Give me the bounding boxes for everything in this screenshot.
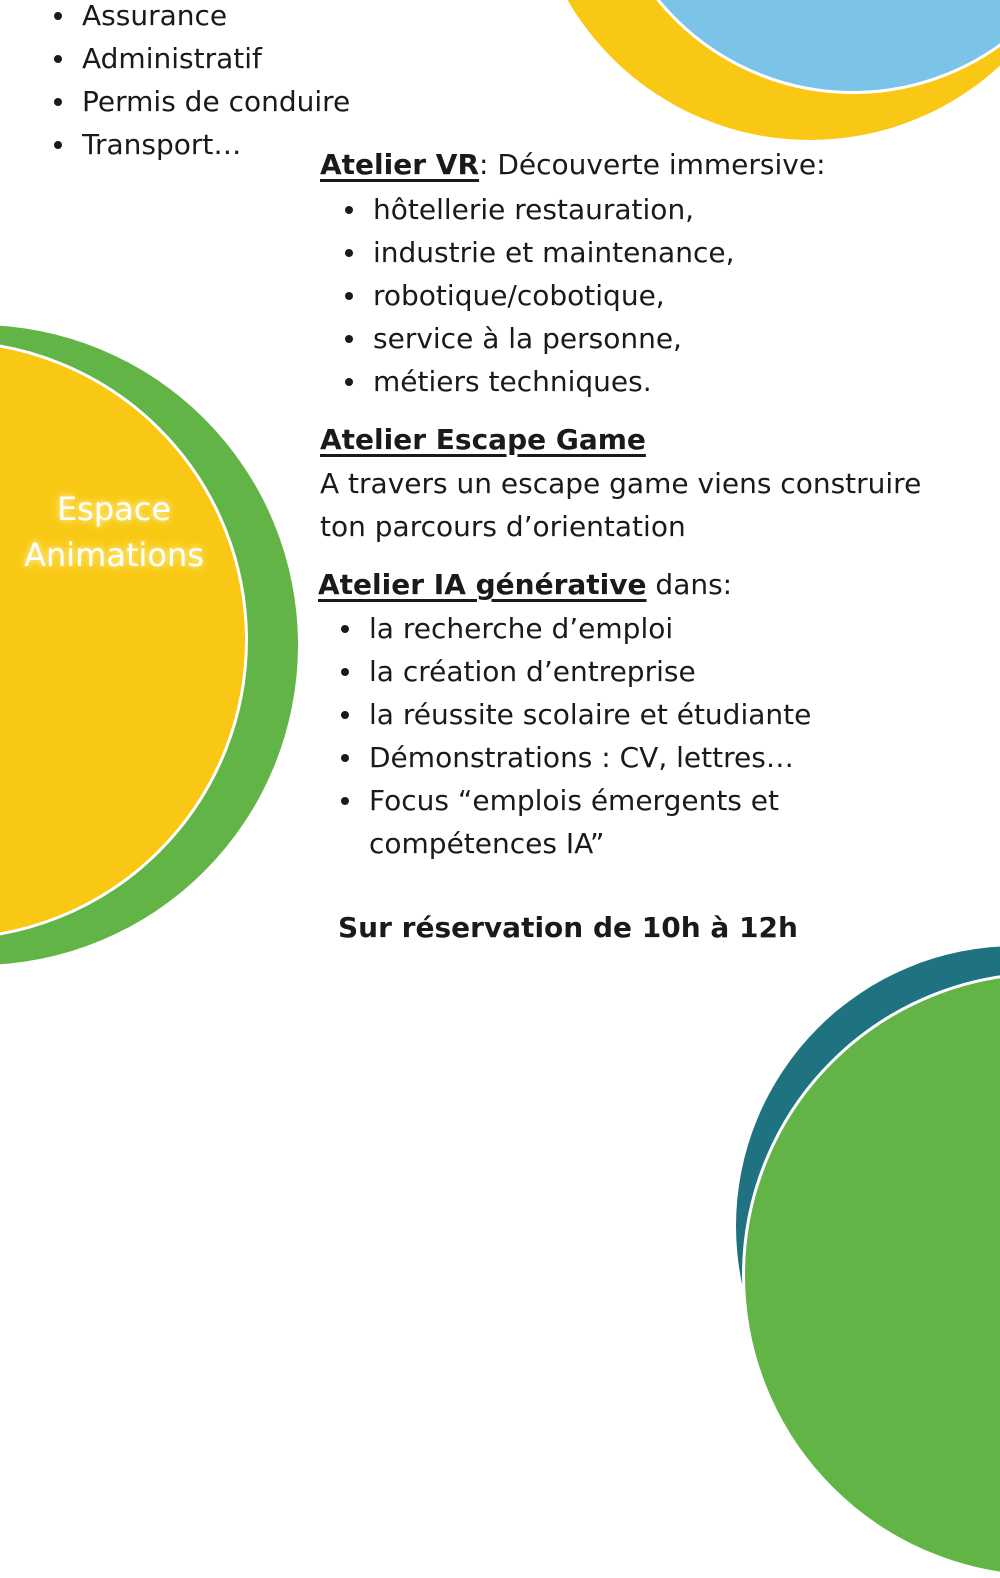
espace-line-1: Espace xyxy=(56,490,172,528)
atelier-escape-description: A travers un escape game viens construire ton parcours d’orientation xyxy=(320,467,922,543)
list-item: Assurance xyxy=(82,0,350,37)
atelier-ia-suffix: dans: xyxy=(646,568,733,601)
reservation-note: Sur réservation de 10h à 12h xyxy=(338,911,798,944)
list-item: industrie et maintenance, xyxy=(373,231,734,274)
espace-line-2: Animations xyxy=(24,536,204,574)
atelier-ia-title: Atelier IA générative xyxy=(318,568,647,601)
atelier-vr-title: Atelier VR xyxy=(320,148,480,181)
list-item: Permis de conduire xyxy=(82,80,350,123)
atelier-vr-suffix: : Découverte immersive: xyxy=(479,148,826,181)
list-item: la création d’entreprise xyxy=(369,650,929,693)
atelier-escape-heading xyxy=(320,418,646,462)
list-item: robotique/cobotique, xyxy=(373,274,734,317)
list-item: la réussite scolaire et étudiante xyxy=(369,693,929,736)
list-item: service à la personne, xyxy=(373,317,734,360)
atelier-ia-heading xyxy=(318,563,732,607)
atelier-ia-list xyxy=(369,607,929,865)
list-item: Démonstrations : CV, lettres… xyxy=(369,736,929,779)
list-item: la recherche d’emploi xyxy=(369,607,929,650)
list-item: hôtellerie restauration, xyxy=(373,188,734,231)
atelier-escape-title: Atelier Escape Game xyxy=(320,423,646,456)
atelier-vr-heading xyxy=(320,143,826,187)
atelier-vr-list xyxy=(373,188,734,403)
top-bullet-list xyxy=(82,0,350,166)
list-item: Focus “emplois émergents et compétences IA” xyxy=(369,779,929,865)
list-item: métiers techniques. xyxy=(373,360,734,403)
list-item: Transport… xyxy=(82,123,350,166)
decorative-green-circle-bottom-right xyxy=(742,972,1000,1578)
espace-animations-label xyxy=(0,486,228,578)
list-item: Administratif xyxy=(82,37,350,80)
